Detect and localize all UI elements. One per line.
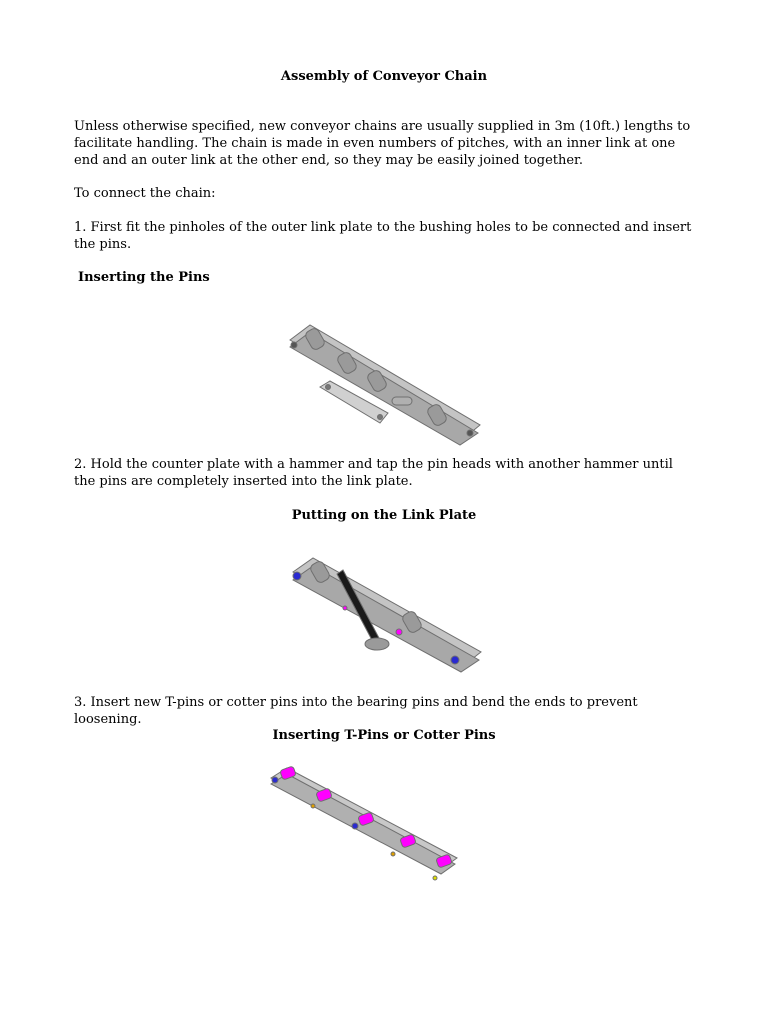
chain-illustration-2 — [293, 558, 481, 672]
step-1-text: 1. First fit the pinholes of the outer link plate to the bushing holes to be connected and insert the pins. — [74, 220, 692, 252]
document-title: Assembly of Conveyor Chain — [280, 69, 488, 84]
step-2-text: 2. Hold the counter plate with a hammer and tap the pin heads with another hammer until the pins are completely inserted into the link plate. — [74, 457, 673, 489]
figure-tpins — [265, 762, 465, 887]
chain-illustration-1 — [290, 325, 480, 445]
chain-illustration-3 — [271, 766, 457, 880]
heading-link-plate: Putting on the Link Plate — [291, 508, 477, 523]
figure-link-plate — [285, 552, 490, 677]
connect-label: To connect the chain: — [74, 186, 216, 201]
heading-tpins: Inserting T-Pins or Cotter Pins — [272, 728, 496, 743]
heading-inserting-pins: Inserting the Pins — [78, 270, 210, 285]
step-3-text: 3. Insert new T-pins or cotter pins into the bearing pins and bend the ends to prevent loosening. — [74, 695, 638, 727]
intro-paragraph: Unless otherwise specified, new conveyor chains are usually supplied in 3m (10ft.) lengths to facilitate handling. The chain is made in even numbers of pitches, with an inner link at one end and an outer link at the other end, so they may be easily joined together. — [74, 119, 691, 168]
figure-inserting-pins — [280, 315, 490, 450]
